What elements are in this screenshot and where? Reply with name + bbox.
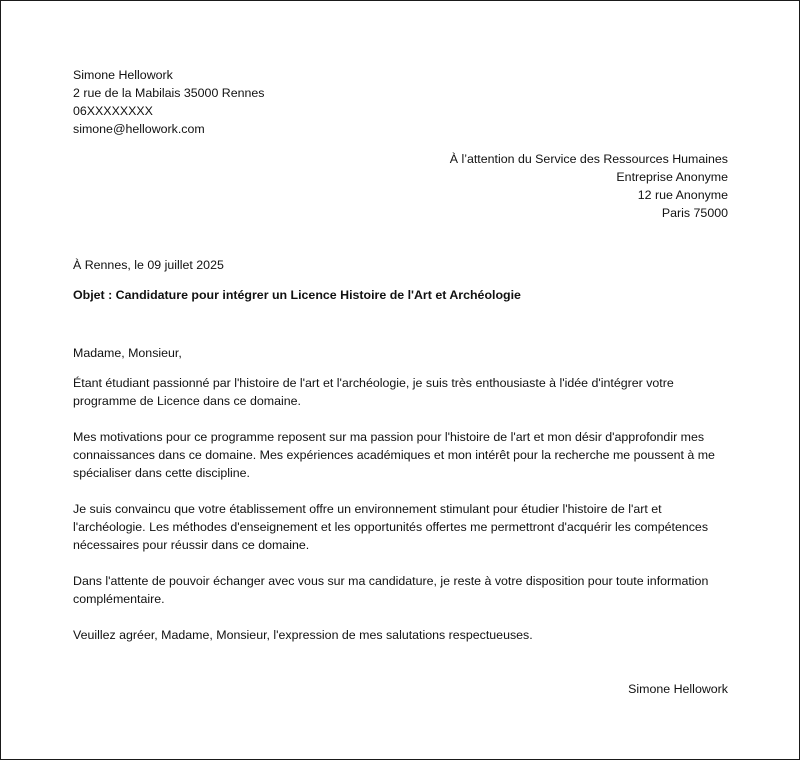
signature: Simone Hellowork (628, 682, 728, 696)
salutation: Madame, Monsieur, (73, 346, 182, 360)
recipient-city: Paris 75000 (661, 206, 728, 220)
body-paragraph: Dans l'attente de pouvoir échanger avec vous sur ma candidature, je reste à votre disposition pour toute information complémentaire. (73, 574, 709, 606)
sender-block (73, 66, 728, 138)
sender-name: Simone Hellowork (73, 68, 173, 82)
closing-paragraph: Veuillez agréer, Madame, Monsieur, l'expression de mes salutations respectueuses. (73, 628, 533, 642)
date-line: À Rennes, le 09 juillet 2025 (73, 258, 224, 272)
sender-phone: 06XXXXXXXX (73, 104, 153, 118)
recipient-attention: À l’attention du Service des Ressources Humaines (449, 152, 728, 166)
body-paragraph: Étant étudiant passionné par l'histoire de l'art et l'archéologie, je suis très enthousiaste à l'idée d'intégrer votre programme de Licence dans ce domaine. (73, 376, 674, 408)
recipient-street: 12 rue Anonyme (637, 188, 728, 202)
body-paragraph: Je suis convaincu que votre établissement offre un environnement stimulant pour étudier l'histoire de l'art et l'archéologie. Les méthodes d'enseignement et les opportunités offertes me permettront d'acquérir les compétences nécessaires pour réussir dans ce domaine. (73, 502, 709, 552)
body-paragraph: Mes motivations pour ce programme reposent sur ma passion pour l'histoire de l'art et mon désir d'approfondir mes connaissances dans ce domaine. Mes expériences académiques et mon intérêt pour la recherche me poussent à me spécialiser dans cette discipline. (73, 430, 715, 480)
sender-email: simone@hellowork.com (73, 122, 205, 136)
sender-address: 2 rue de la Mabilais 35000 Rennes (73, 86, 265, 100)
recipient-company: Entreprise Anonyme (616, 170, 728, 184)
recipient-block (73, 150, 728, 222)
subject-line: Objet : Candidature pour intégrer un Licence Histoire de l'Art et Archéologie (73, 288, 521, 302)
letter-content (73, 66, 728, 698)
